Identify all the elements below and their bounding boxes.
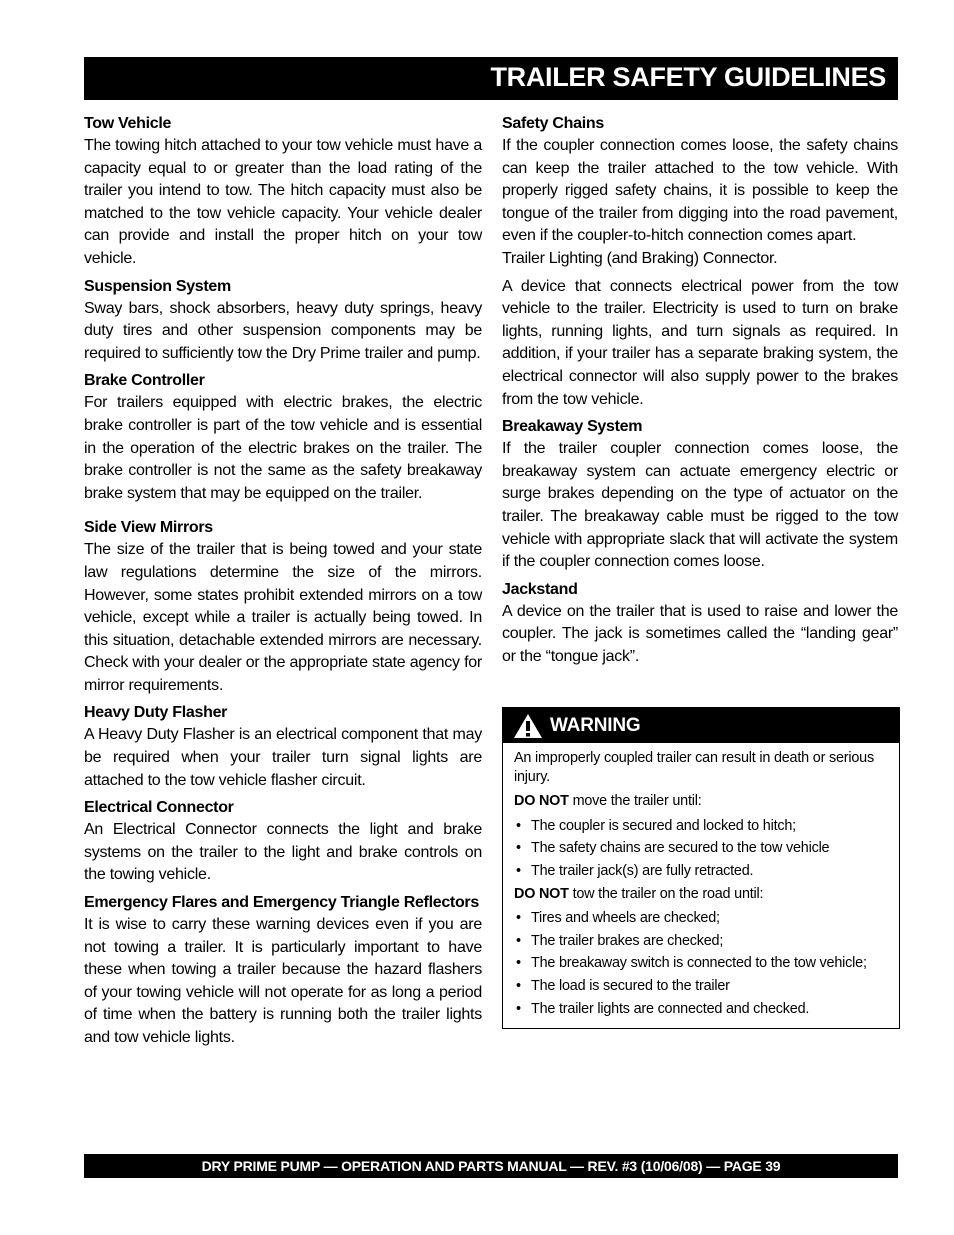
warning-list-tow [514,909,891,1018]
page-footer-bar [84,1154,898,1178]
list-item: • The load is secured to the trailer [514,977,891,996]
section-body: A device on the trailer that is used to raise and lower the coupler. The jack is sometimes called the “landing gear” or the “tongue jack”. [502,602,898,665]
section-tow-vehicle [84,113,482,271]
warning-intro: An improperly coupled trailer can result in death or serious injury. [514,750,874,785]
section-electrical-connector [84,797,482,887]
section-heading: Emergency Flares and Emergency Triangle Reflectors [84,894,479,912]
section-body: A Heavy Duty Flasher is an electrical component that may be required when your trailer turn signal lights are attached to the tow vehicle flasher circuit. [84,726,482,789]
section-heading: Breakaway System [502,418,643,436]
lighting-connector-title: Trailer Lighting (and Braking) Connector. [502,249,778,267]
section-body: It is wise to carry these warning devices even if you are not towing a trailer. It is particularly important to have these when towing a trailer because the hazard flashers of your towing vehicle will not operate for as long a period of time when the battery is running both the trailer lights and tow vehicle lights. [84,916,482,1046]
section-brake-controller [84,370,482,505]
section-heading: Electrical Connector [84,799,234,817]
section-heading: Tow Vehicle [84,115,172,132]
list-item: • The safety chains are secured to the tow vehicle [514,839,891,858]
warning-do-not-move [514,792,891,811]
warning-triangle-icon [513,713,543,739]
list-item: • The breakaway switch is connected to the tow vehicle; [514,954,891,973]
page-header-bar [84,57,898,100]
section-flasher [84,702,482,792]
section-body: Sway bars, shock absorbers, heavy duty springs, heavy duty tires and other suspension components may be required to sufficiently tow the Dry Prime trailer and pump. [84,299,482,362]
do-not-emphasis: DO NOT [514,885,569,902]
list-item: • The coupler is secured and locked to hitch; [514,817,891,836]
section-heading: Side View Mirrors [84,519,213,537]
section-breakaway [502,416,898,574]
section-heading: Suspension System [84,277,231,295]
section-side-mirrors [84,517,482,697]
warning-label: WARNING [550,715,641,736]
section-body: The size of the trailer that is being towed and your state law regulations determine the size of the mirrors. However, some states prohibit extended mirrors on a tow vehicle, except while a trailer is actually being towed. In this situation, detachable extended mirrors are necessary. Check with your dealer or the appropriate state agency for mirror requirements. [84,541,482,694]
do-not-emphasis: DO NOT [514,793,569,809]
left-column [84,113,482,1050]
section-lighting-connector [502,276,898,412]
warning-do-not-tow [514,885,891,904]
warning-body [514,749,891,1023]
section-body: If the coupler connection comes loose, the safety chains can keep the trailer attached to the tow vehicle. With properly rigged safety chains, it is possible to keep the tongue of the trailer from digging into the road pavement, even if the coupler-to-hitch connection comes apart. [502,137,898,245]
section-body: An Electrical Connector connects the light and brake systems on the trailer to the light and brake controls on the towing vehicle. [84,821,482,884]
list-item: • The trailer jack(s) are fully retracted. [514,862,891,881]
section-heading: Jackstand [502,580,578,598]
warning-box [502,707,900,1029]
page-title: TRAILER SAFETY GUIDELINES [490,62,886,92]
section-body: If the trailer coupler connection comes loose, the breakaway system can actuate emergency electric or surge brakes depending on the type of actuator on the trailer. The breakaway cable must be rigged to the tow vehicle with appropriate slack that will activate the system if the coupler connection comes loose. [502,440,898,571]
list-item: • The trailer lights are connected and checked. [514,1000,891,1019]
section-body: For trailers equipped with electric brakes, the electric brake controller is part of the tow vehicle and is essential in the operation of the electric brakes on the trailer. The brake controller is not the same as the safety breakaway brake system that may be equipped on the trailer. [84,394,482,502]
do-not-text: move the trailer until: [568,793,702,809]
section-body: A device that connects electrical power from the tow vehicle to the trailer. Electricity is used to turn on brake lights, running lights, and turn signals as required. In addition, if your trailer has a separate braking system, the electrical connector will also supply power to the brakes from the tow vehicle. [502,277,898,408]
list-item: • The trailer brakes are checked; [514,932,891,951]
do-not-text: tow the trailer on the road until: [568,885,764,902]
section-flares [84,892,482,1050]
warning-list-move [514,817,891,881]
section-heading: Brake Controller [84,372,205,390]
section-heading: Safety Chains [502,115,604,132]
warning-header [503,708,899,743]
footer-text: DRY PRIME PUMP — OPERATION AND PARTS MANUAL — REV. #3 (10/06/08) — PAGE 39 [201,1158,781,1174]
section-safety-chains [502,113,898,248]
list-item: • Tires and wheels are checked; [514,909,891,928]
right-column [502,113,898,668]
section-body: The towing hitch attached to your tow vehicle must have a capacity equal to or greater than the load rating of the trailer you intend to tow. The hitch capacity must also be matched to the tow vehicle capacity. Your vehicle dealer can provide and install the proper hitch on your tow vehicle. [84,137,482,267]
section-jackstand [502,579,898,669]
section-suspension [84,276,482,366]
section-heading: Heavy Duty Flasher [84,704,228,722]
